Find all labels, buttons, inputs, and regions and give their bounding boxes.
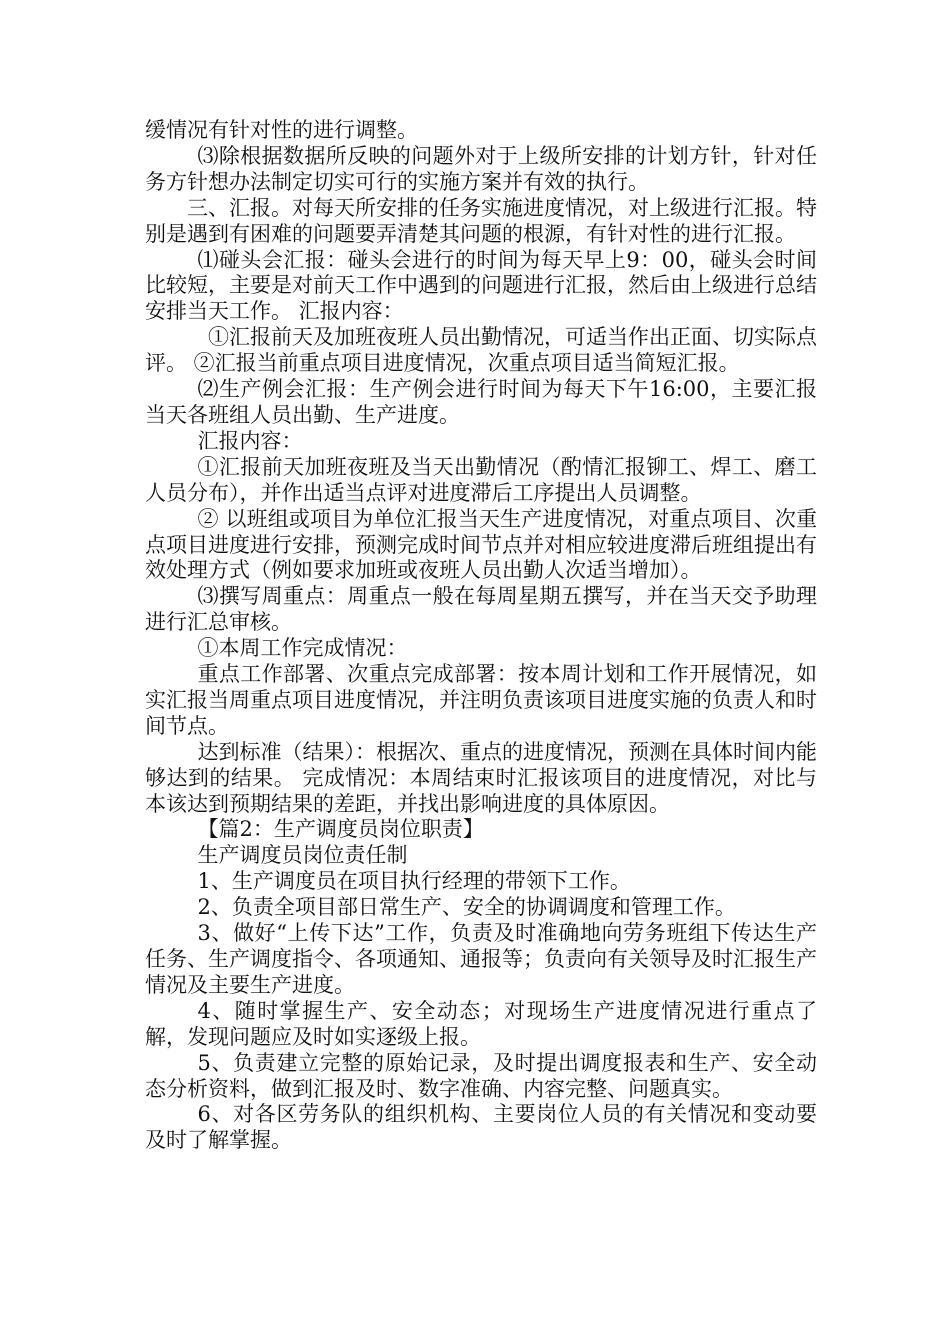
duty-item-6: 6、对各区劳务队的组织机构、主要岗位人员的有关情况和变动要及时了解掌握。 <box>145 1102 817 1153</box>
duty-item-3: 3、做好“上传下达”工作，负责及时准确地向劳务班组下传达生产任务、生产调度指令、各项通知、通报等；负责向有关领导及时汇报生产情况及主要生产进度。 <box>145 921 817 997</box>
paragraph-weekly-focus: ⑶撰写周重点：周重点一般在每周星期五撰写，并在当天交予助理进行汇总审核。 <box>145 584 817 635</box>
paragraph-work-deployment: 重点工作部署、次重点完成部署：按本周计划和工作开展情况，如实汇报当周重点项目进度情况，并注明负责该项目进度实施的负责人和时间节点。 <box>145 662 817 738</box>
section-heading-report: 三、汇报。对每天所安排的任务实施进度情况，对上级进行汇报。特别是遇到有困难的问题要弄清楚其问题的根源，有针对性的进行汇报。 <box>145 195 817 246</box>
article-subtitle: 生产调度员岗位责任制 <box>197 843 408 868</box>
article-heading: 【篇2：生产调度员岗位职责】 <box>197 817 484 842</box>
paragraph-item-3: ⑶除根据数据所反映的问题外对于上级所安排的计划方针，针对任务方针想办法制定切实可行的实施方案并有效的执行。 <box>145 143 817 194</box>
paragraph-continuation: 缓情况有针对性的进行调整。 <box>145 118 418 142</box>
duty-item-5: 5、负责建立完整的原始记录，及时提出调度报表和生产、安全动态分析资料，做到汇报及时、数字准确、内容完整、问题真实。 <box>145 1050 817 1101</box>
paragraph-production-meeting: ⑵生产例会汇报：生产例会进行时间为每天下午16:00，主要汇报当天各班组人员出勤、生产进度。 <box>145 377 817 427</box>
paragraph-morning-meeting: ⑴碰头会汇报：碰头会进行的时间为每天早上9：00，碰头会时间比较短，主要是对前天工作中遇到的问题进行汇报，然后由上级进行总结安排当天工作。 汇报内容： <box>145 247 817 324</box>
paragraph-standard-result: 达到标准（结果）：根据次、重点的进度情况，预测在具体时间内能够达到的结果。 完成情况：本周结束时汇报该项目的进度情况，对比与本该达到预期结果的差距，并找出影响进度的具体原因。 <box>145 739 817 816</box>
document-page <box>145 118 817 1154</box>
paragraph-report-item-2: ② 以班组或项目为单位汇报当天生产进度情况，对重点项目、次重点项目进度进行安排，预测完成时间节点并对相应较进度滞后班组提出有效处理方式（例如要求加班或夜班人员出勤人次适当增加）。 <box>145 506 817 583</box>
paragraph-morning-items: ①汇报前天及加班夜班人员出勤情况，可适当作出正面、切实际点评。 ②汇报当前重点项目进度情况，次重点项目适当简短汇报。 <box>145 325 817 376</box>
duty-item-1: 1、生产调度员在项目执行经理的带领下工作。 <box>197 869 631 894</box>
paragraph-report-content-label: 汇报内容： <box>197 428 303 453</box>
duty-item-4: 4、随时掌握生产、安全动态；对现场生产进度情况进行重点了解，发现问题应及时如实逐级上报。 <box>145 998 817 1049</box>
paragraph-weekly-completion: ①本周工作完成情况： <box>197 636 408 661</box>
duty-item-2: 2、负责全项目部日常生产、安全的协调调度和管理工作。 <box>197 895 736 920</box>
paragraph-report-item-1: ①汇报前天加班夜班及当天出勤情况（酌情汇报铆工、焊工、磨工人员分布），并作出适当点评对进度滞后工序提出人员调整。 <box>145 454 817 505</box>
